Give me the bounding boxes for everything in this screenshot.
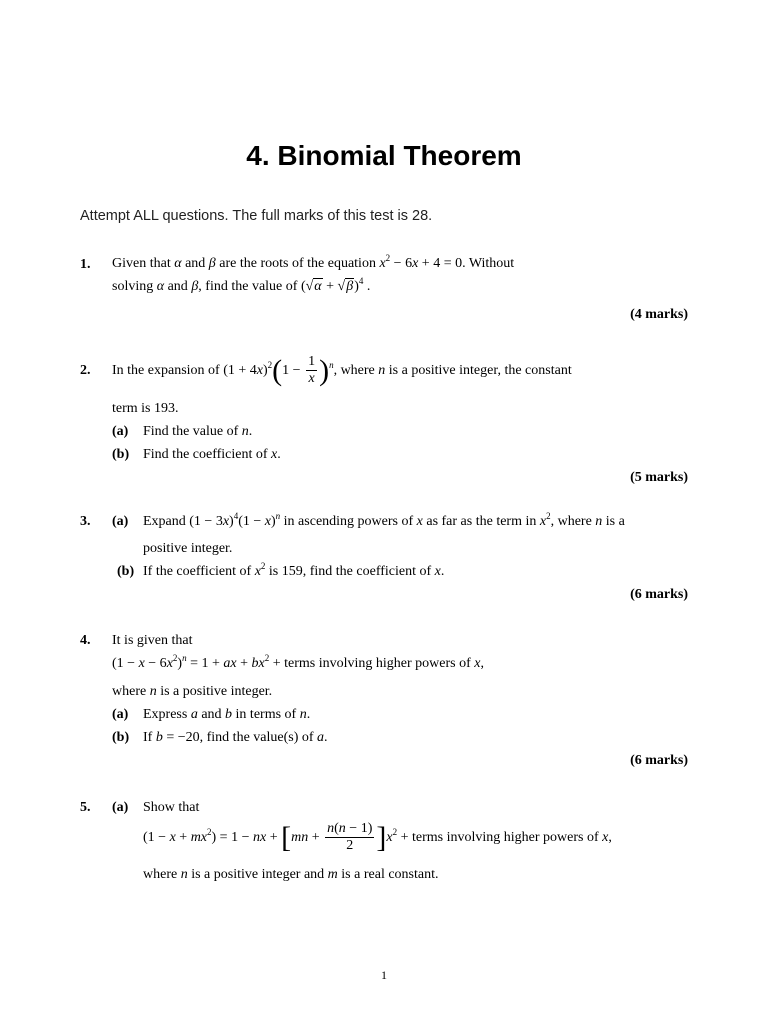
part-label: (a) [112,707,129,722]
question-text-line: term is 193. [112,401,179,416]
part-text: Find the value of n. [143,424,253,439]
question-text-line: $(1 - x - 6x^2)^n = 1$ + ax + $bx^2$ + terms involving higher powers of x, [112,653,484,671]
part-text: Expand $(1 - 3x)^4(1 - x)^n$ in ascending powers of x as far as the term in $x^2$, where n is a [143,511,625,529]
part-text: $(1 - x + mx^2) = 1$ − nx + [mn + $\frac{n(n - 1)}{2}$ ]$x^2$ + terms involving higher powers of x, [143,820,612,854]
question-number: 5. [80,800,91,815]
question-number: 4. [80,633,91,648]
part-text: Show that [143,800,200,815]
part-text: where n is a positive integer and m is a real constant. [143,867,439,882]
marks-label: (4 marks) [630,307,688,322]
page-number: 1 [381,968,387,982]
question-number: 3. [80,514,91,529]
question-text-line: Given that α and β are the roots of the equation $x^2 - 6x + 4 = 0$. Without [112,253,515,271]
question-number: 2. [80,363,91,378]
question-number: 1. [80,257,91,272]
equation: b = −20 [155,730,200,745]
instructions: Attempt ALL questions. The full marks of this test is 28. [80,208,433,224]
expression: $(√\alpha + √\beta)^4$ . [300,276,371,294]
marks-label: (6 marks) [630,587,688,602]
marks-label: (6 marks) [630,753,688,768]
question-text-line: In the expansion of $(1 + 4x)^2(1$ − $\frac{1}{x}$ )$^n$, where n is a positive integer, the constant [112,353,572,387]
part-text: Find the coefficient of x. [143,447,281,462]
part-label: (a) [112,514,129,529]
equation: $x^2 - 6x + 4 = 0$ [379,253,463,271]
question-text-line: where n is a positive integer. [112,684,273,699]
part-text: If b = −20, find the value(s) of a. [143,730,328,745]
part-text: positive integer. [143,541,233,556]
part-label: (b) [117,564,135,579]
question-text-line: solving α and β, find the value of $(√\alpha + √\beta)^4$ . [112,276,371,294]
part-label: (a) [112,800,129,815]
equation: $(1 - x - 6x^2)^n = 1$ + ax + $bx^2$ + [112,653,281,671]
expression: $(1 - 3x)^4(1 - x)^n$ [189,511,281,529]
page-title: 4. Binomial Theorem [246,140,522,171]
part-label: (b) [112,730,130,745]
part-text: Express a and b in terms of n. [143,707,311,722]
part-text: If the coefficient of $x^2$ is 159, find the coefficient of x. [143,561,445,579]
expression: $(1 + 4x)^2(1$ − $\frac{1}{x}$ )$^n$ [223,353,334,387]
marks-label: (5 marks) [630,470,688,485]
equation: $(1 - x + mx^2) = 1$ − nx + [mn + $\frac{n(n - 1)}{2}$ ]$x^2$ + [143,820,409,854]
question-text-line: It is given that [112,633,193,648]
part-label: (a) [112,424,129,439]
part-label: (b) [112,447,130,462]
